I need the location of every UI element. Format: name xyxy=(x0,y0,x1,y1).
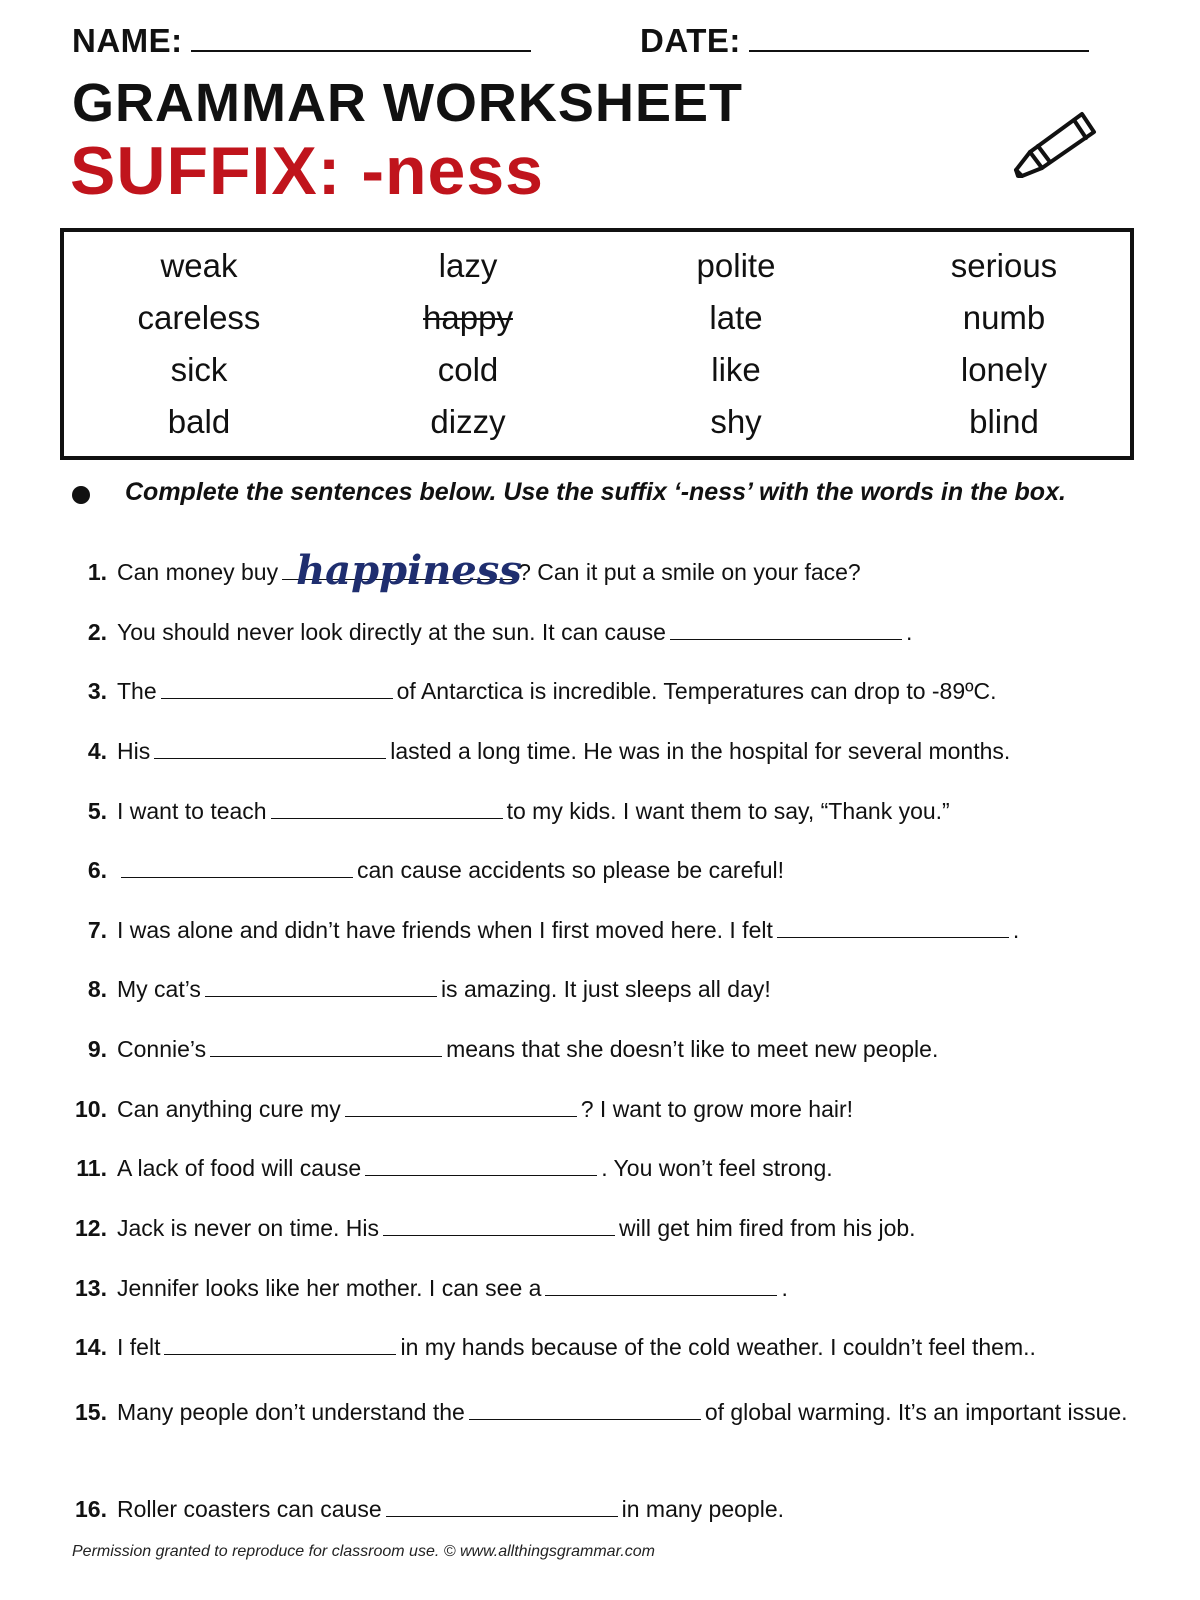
word-box-item: sick xyxy=(170,351,228,388)
question-item xyxy=(70,1091,1150,1127)
question-item xyxy=(70,733,1150,769)
question-number: 6. xyxy=(87,857,107,883)
word-box-item: like xyxy=(711,351,761,388)
question-text-after: . xyxy=(905,619,913,645)
question-text-before: I was alone and didn’t have friends when I first moved here. I felt xyxy=(117,917,773,943)
name-line[interactable] xyxy=(191,24,531,52)
word-box-item: blind xyxy=(969,403,1039,440)
word-box-item: cold xyxy=(437,351,499,388)
question-text xyxy=(117,1091,1150,1127)
answer-blank[interactable] xyxy=(161,678,393,699)
word-box-item: polite xyxy=(696,247,776,284)
bullet-icon xyxy=(72,486,90,504)
date-line[interactable] xyxy=(749,24,1089,52)
question-number: 4. xyxy=(87,738,107,764)
word-box-item: numb xyxy=(962,299,1046,336)
question-number: 16. xyxy=(75,1496,107,1522)
footer-permission: Permission granted to reproduce for classroom use. © www.allthingsgrammar.com xyxy=(72,1543,655,1560)
answer-blank[interactable] xyxy=(386,1496,618,1517)
answer-blank[interactable] xyxy=(205,976,437,997)
date-field[interactable] xyxy=(640,22,1089,60)
question-text xyxy=(117,971,1150,1007)
question-text-before: Jennifer looks like her mother. I can see a xyxy=(117,1275,542,1301)
question-number: 7. xyxy=(87,917,107,943)
word-grid xyxy=(64,240,1130,448)
question-text-before: His xyxy=(117,738,151,764)
answer-blank[interactable] xyxy=(121,857,353,878)
question-number: 10. xyxy=(75,1096,107,1122)
question-text-after: will get him fired from his job. xyxy=(619,1215,916,1241)
question-text-after: can cause accidents so please be careful! xyxy=(357,857,785,883)
question-item xyxy=(70,1329,1150,1365)
answer-blank[interactable] xyxy=(545,1275,777,1296)
word-box-item: weak xyxy=(160,247,238,284)
word-box-item: careless xyxy=(137,299,261,336)
instruction-text: Complete the sentences below. Use the suffix ‘-ness’ with the words in the box. xyxy=(125,478,1066,506)
question-text xyxy=(117,614,1150,650)
question-text-after: of global warming. It’s an important issue. xyxy=(704,1399,1128,1425)
question-text xyxy=(117,1270,1150,1306)
pencil-icon xyxy=(1008,104,1100,184)
answer-blank[interactable] xyxy=(210,1036,442,1057)
word-box-item: lazy xyxy=(438,247,498,284)
question-number: 15. xyxy=(75,1399,107,1425)
answer-blank[interactable] xyxy=(365,1155,597,1176)
question-text-before: I want to teach xyxy=(117,798,267,824)
question-text xyxy=(117,1210,1150,1246)
question-text-before: Can anything cure my xyxy=(117,1096,341,1122)
question-text xyxy=(117,1329,1150,1365)
question-item xyxy=(70,1270,1150,1306)
question-text-before: A lack of food will cause xyxy=(117,1155,362,1181)
question-item xyxy=(70,912,1150,948)
answer-blank[interactable] xyxy=(271,798,503,819)
question-text xyxy=(117,1150,1150,1186)
word-box-item: shy xyxy=(710,403,762,440)
name-field[interactable] xyxy=(72,22,531,60)
question-text-after: . xyxy=(1012,917,1020,943)
question-text xyxy=(117,1394,1150,1430)
question-text xyxy=(117,733,1150,769)
word-box-item: happy xyxy=(423,299,513,336)
answer-blank[interactable] xyxy=(154,738,386,759)
question-text-before: The xyxy=(117,678,157,704)
question-text-after: of Antarctica is incredible. Temperatures can drop to -89ºC. xyxy=(396,678,997,704)
name-label: NAME: xyxy=(72,22,183,59)
answer-blank[interactable] xyxy=(164,1334,396,1355)
word-box-item: dizzy xyxy=(430,403,506,440)
question-text-after: . xyxy=(781,1275,788,1301)
question-number: 12. xyxy=(75,1215,107,1241)
question-item xyxy=(70,793,1150,829)
question-item xyxy=(70,1031,1150,1067)
answer-blank[interactable] xyxy=(345,1096,577,1117)
answer-blank[interactable] xyxy=(670,619,902,640)
question-text-after: is amazing. It just sleeps all day! xyxy=(440,976,771,1002)
question-text-before: Many people don’t understand the xyxy=(117,1399,465,1425)
word-box-item: late xyxy=(709,299,763,336)
question-item xyxy=(70,1491,1150,1527)
question-number: 8. xyxy=(87,976,107,1002)
question-text-after: ? Can it put a smile on your face? xyxy=(518,559,861,585)
question-item xyxy=(70,614,1150,650)
question-text xyxy=(117,547,1150,594)
answer-blank[interactable] xyxy=(383,1215,615,1236)
question-number: 11. xyxy=(76,1155,107,1181)
question-text xyxy=(117,852,1150,888)
question-item xyxy=(70,971,1150,1007)
question-text-after: . You won’t feel strong. xyxy=(601,1155,833,1181)
question-text-before: Jack is never on time. His xyxy=(117,1215,380,1241)
question-text xyxy=(117,1031,1150,1067)
question-item xyxy=(70,1210,1150,1246)
question-number: 1. xyxy=(87,559,107,585)
question-number: 13. xyxy=(75,1275,107,1301)
answer-blank[interactable] xyxy=(777,917,1009,938)
question-item xyxy=(70,673,1150,709)
question-number: 5. xyxy=(87,798,107,824)
question-text-before: Roller coasters can cause xyxy=(117,1496,382,1522)
answer-blank[interactable] xyxy=(282,547,522,594)
question-text-before: Connie’s xyxy=(117,1036,207,1062)
handwritten-answer: happiness xyxy=(296,547,522,594)
question-item xyxy=(70,1394,1150,1430)
question-text xyxy=(117,912,1150,948)
question-number: 2. xyxy=(87,619,107,645)
answer-blank[interactable] xyxy=(469,1399,701,1420)
question-text-before: I felt xyxy=(117,1334,161,1360)
date-label: DATE: xyxy=(640,22,741,59)
word-box-item: bald xyxy=(167,403,231,440)
worksheet-subtitle: SUFFIX: -ness xyxy=(70,133,544,209)
question-text xyxy=(117,673,1150,709)
question-text-after: lasted a long time. He was in the hospital for several months. xyxy=(390,738,1011,764)
question-item xyxy=(70,547,1150,594)
question-text-after: in my hands because of the cold weather. I couldn’t feel them.. xyxy=(400,1334,1036,1360)
worksheet-title: GRAMMAR WORKSHEET xyxy=(72,73,743,133)
question-text-after: to my kids. I want them to say, “Thank you.” xyxy=(506,798,950,824)
question-text-before: You should never look directly at the sun. It can cause xyxy=(117,619,666,645)
question-text-before: My cat’s xyxy=(117,976,201,1002)
question-text xyxy=(117,1491,1150,1527)
question-text-after: ? I want to grow more hair! xyxy=(580,1096,854,1122)
question-item xyxy=(70,852,1150,888)
question-number: 3. xyxy=(87,678,107,704)
question-number: 14. xyxy=(75,1334,107,1360)
question-text xyxy=(117,793,1150,829)
word-box xyxy=(60,228,1134,460)
question-item xyxy=(70,1150,1150,1186)
question-number: 9. xyxy=(87,1036,107,1062)
question-text-after: means that she doesn’t like to meet new people. xyxy=(446,1036,939,1062)
word-box-item: serious xyxy=(950,247,1058,284)
word-box-item: lonely xyxy=(960,351,1048,388)
question-text-after: in many people. xyxy=(621,1496,785,1522)
question-text-before: Can money buy xyxy=(117,559,279,585)
